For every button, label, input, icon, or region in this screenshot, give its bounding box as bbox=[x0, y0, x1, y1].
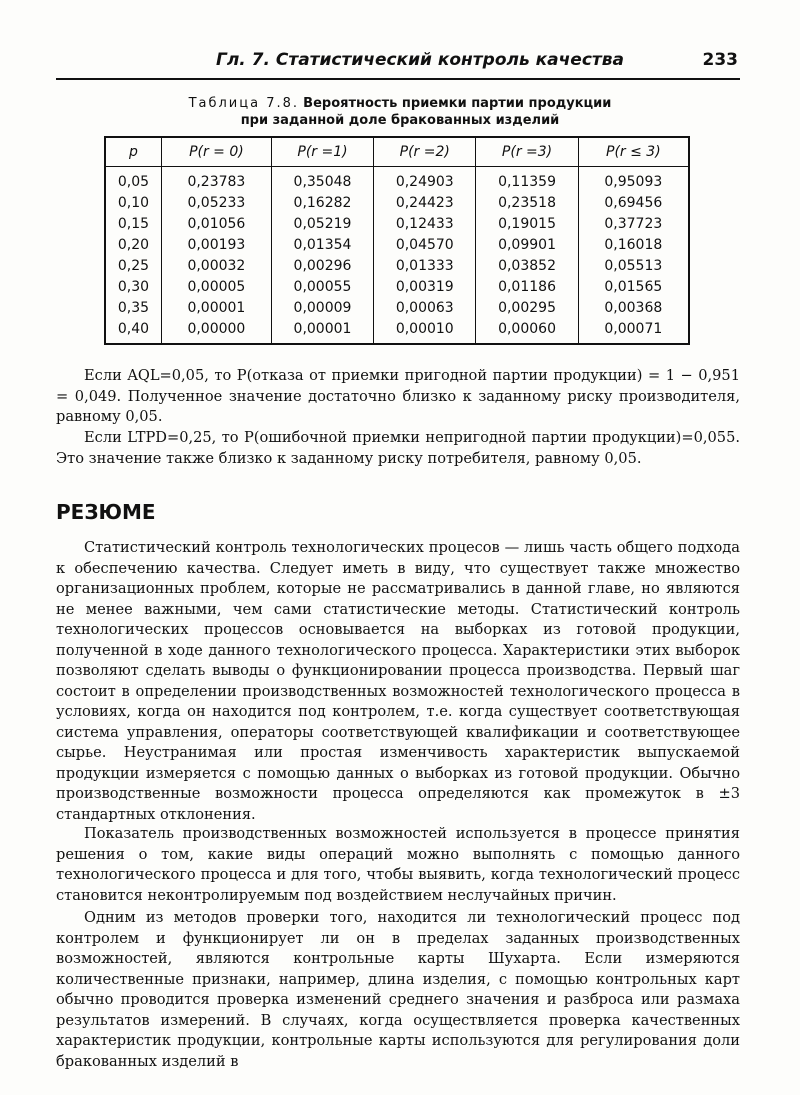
table-cell: 0,05 bbox=[105, 167, 161, 193]
table-cell: 0,01056 bbox=[161, 213, 271, 234]
table-cell: 0,11359 bbox=[476, 167, 578, 193]
summary-paragraph-1: Статистический контроль технологических процесов — лишь часть общего подхода к обеспечению качества. Следует иметь в виду, что существует также множество организационных проблем, которые не рассматривались в данной главе, но являются не менее важными, чем сами статистические методы. Статистический контроль технологических процессов основывается на выборках из готовой продукции, полученной в ходе данного технологического процесса. Характеристики этих выборок позволяют сделать выводы о функционировании процесса производства. Первый шаг состоит в определении производственных возможностей технологического процесса в условиях, когда он находится под контролем, т.е. когда существует соответствующая система управления, операторы соответствующей квалификации и соответствующее сырье. Неустранимая или простая изменчивость характеристик выпускаемой продукции измеряется с помощью данных о выборках из готовой продукции. Обычно производственные возможности процесса определяются как промежуток в ±3 стандартных отклонения. bbox=[56, 539, 740, 823]
table-cell: 0,00319 bbox=[374, 276, 476, 297]
table-cell: 0,01186 bbox=[476, 276, 578, 297]
table-cell: 0,16018 bbox=[578, 234, 689, 255]
table-cell: 0,35 bbox=[105, 297, 161, 318]
table-cell: 0,35048 bbox=[271, 167, 373, 193]
table-cell: 0,16282 bbox=[271, 192, 373, 213]
summary-heading: РЕЗЮМЕ bbox=[56, 500, 156, 524]
table-cell: 0,00009 bbox=[271, 297, 373, 318]
probability-table bbox=[104, 136, 690, 345]
table-cell: 0,00368 bbox=[578, 297, 689, 318]
table-cell: 0,23518 bbox=[476, 192, 578, 213]
table-cell: 0,15 bbox=[105, 213, 161, 234]
table-cell: 0,19015 bbox=[476, 213, 578, 234]
table-cell: 0,24903 bbox=[374, 167, 476, 193]
table-cell: 0,09901 bbox=[476, 234, 578, 255]
table-cell: 0,00055 bbox=[271, 276, 373, 297]
page-number: 233 bbox=[702, 50, 738, 70]
table-cell: 0,24423 bbox=[374, 192, 476, 213]
table-cell: 0,20 bbox=[105, 234, 161, 255]
table-cell: 0,00000 bbox=[161, 318, 271, 344]
table-cell: 0,03852 bbox=[476, 255, 578, 276]
table-cell: 0,40 bbox=[105, 318, 161, 344]
table-row bbox=[105, 276, 689, 297]
table-cell: 0,01565 bbox=[578, 276, 689, 297]
table-cell: 0,00032 bbox=[161, 255, 271, 276]
column-header: P(r =1) bbox=[271, 137, 373, 167]
table-cell: 0,00060 bbox=[476, 318, 578, 344]
table-cell: 0,01354 bbox=[271, 234, 373, 255]
table-cell: 0,05233 bbox=[161, 192, 271, 213]
table-cell: 0,00001 bbox=[161, 297, 271, 318]
table-cell: 0,00296 bbox=[271, 255, 373, 276]
column-header: P(r ≤ 3) bbox=[578, 137, 689, 167]
table-cell: 0,05513 bbox=[578, 255, 689, 276]
running-title: Гл. 7. Статистический контроль качества bbox=[216, 50, 624, 70]
aql-paragraph: Если AQL=0,05, то P(отказа от приемки пригодной партии продукции) = 1 − 0,951 = 0,049. Полученное значение достаточно близко к заданному риску производителя, равному 0,05. bbox=[56, 367, 740, 425]
table-cell: 0,23783 bbox=[161, 167, 271, 193]
table-caption-label: Таблица 7.8. bbox=[188, 96, 300, 111]
table-cell: 0,01333 bbox=[374, 255, 476, 276]
table-row bbox=[105, 213, 689, 234]
column-header: P(r =3) bbox=[476, 137, 578, 167]
page-header bbox=[56, 50, 740, 80]
table-cell: 0,00063 bbox=[374, 297, 476, 318]
table-cell: 0,10 bbox=[105, 192, 161, 213]
table-cell: 0,00005 bbox=[161, 276, 271, 297]
table-caption bbox=[120, 95, 680, 129]
table-caption-title-line2: при заданной доле бракованных изделий bbox=[240, 113, 560, 128]
table-cell: 0,37723 bbox=[578, 213, 689, 234]
table-row bbox=[105, 167, 689, 193]
table-cell: 0,00071 bbox=[578, 318, 689, 344]
table-row bbox=[105, 318, 689, 344]
table-cell: 0,04570 bbox=[374, 234, 476, 255]
table-cell: 0,00193 bbox=[161, 234, 271, 255]
table-cell: 0,00010 bbox=[374, 318, 476, 344]
ltpd-paragraph: Если LTPD=0,25, то P(ошибочной приемки непригодной партии продукции)=0,055. Это значение также близко к заданному риску потребителя, равному 0,05. bbox=[56, 429, 740, 467]
summary-paragraph-3: Одним из методов проверки того, находится ли технологический процесс под контролем и функционирует ли он в пределах заданных производственных возможностей, являются контрольные карты Шухарта. Если измеряются количественные признаки, например, длина изделия, с помощью контрольных карт обычно проводится проверка изменений среднего значения и разброса или размаха результатов измерений. В случаях, когда осуществляется проверка качественных характеристик продукции, контрольные карты используются для регулирования доли бракованных изделий в bbox=[56, 909, 740, 1070]
table-header-row bbox=[105, 137, 689, 167]
table-caption-title-line1: Вероятность приемки партии продукции bbox=[303, 96, 612, 111]
table-cell: 0,12433 bbox=[374, 213, 476, 234]
column-header: P(r = 0) bbox=[161, 137, 271, 167]
summary-paragraph-2: Показатель производственных возможностей используется в процессе принятия решения о том, какие виды операций можно выполнять с помощью данного технологического процесса и для того, чтобы выявить, когда технологический процесс становится неконтролируемым под воздействием неслучайных причин. bbox=[56, 825, 740, 904]
table-cell: 0,30 bbox=[105, 276, 161, 297]
column-header: p bbox=[105, 137, 161, 167]
table-row bbox=[105, 255, 689, 276]
table-cell: 0,00001 bbox=[271, 318, 373, 344]
table-cell: 0,00295 bbox=[476, 297, 578, 318]
table-cell: 0,05219 bbox=[271, 213, 373, 234]
table-row bbox=[105, 234, 689, 255]
column-header: P(r =2) bbox=[374, 137, 476, 167]
table-cell: 0,69456 bbox=[578, 192, 689, 213]
table-row bbox=[105, 297, 689, 318]
table-row bbox=[105, 192, 689, 213]
table-cell: 0,95093 bbox=[578, 167, 689, 193]
table-cell: 0,25 bbox=[105, 255, 161, 276]
